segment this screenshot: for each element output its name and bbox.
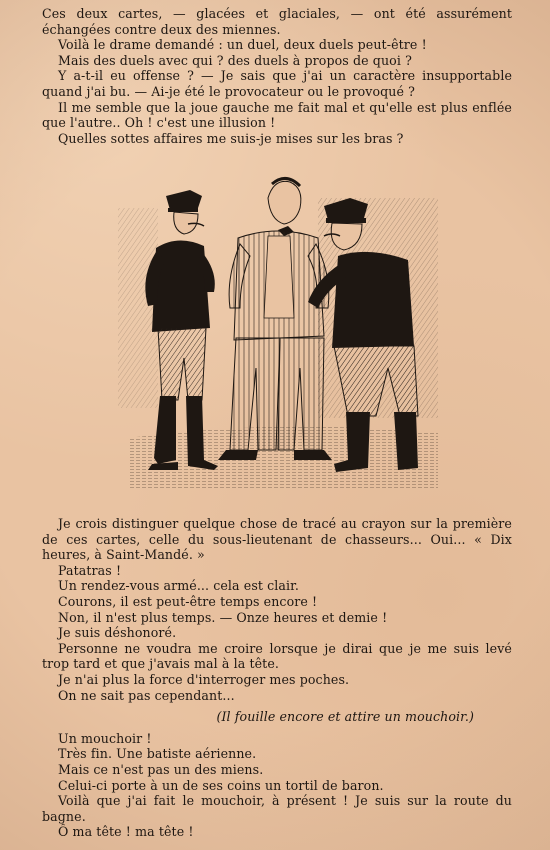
paragraph: Je suis déshonoré. xyxy=(58,625,177,641)
paragraph: Courons, il est peut-être temps encore ! xyxy=(58,593,318,609)
paragraph: Un rendez-vous armé... cela est clair. xyxy=(58,578,300,594)
civilian-man xyxy=(218,178,332,460)
paragraph: Mais des duels avec qui ? des duels à propos de quoi ? xyxy=(58,52,412,68)
engraving-illustration xyxy=(118,168,440,504)
bottom-text-block xyxy=(42,516,512,840)
paragraph: Patatras ! xyxy=(58,562,122,578)
paragraph: Quelles sottes affaires me suis-je mises sur les bras ? xyxy=(58,130,404,146)
paragraph: Mais ce n'est pas un des miens. xyxy=(58,761,264,777)
paragraph: On ne sait pas cependant... xyxy=(58,687,235,703)
paragraph: Il me semble que la joue gauche me fait mal et qu'elle est plus enflée que l'autre.. Oh ! c'est une illusion ! xyxy=(42,99,512,131)
paragraph: Je n'ai plus la force d'interroger mes poches. xyxy=(58,671,350,687)
paragraph: Y a-t-il eu offense ? — Je sais que j'ai un caractère insupportable quand j'ai bu. — Ai-je été le provocateur ou le provoqué ? xyxy=(42,68,512,99)
paragraph: Voilà que j'ai fait le mouchoir, à présent ! Je suis sur la route du bagne. xyxy=(42,793,512,824)
paragraph: Je crois distinguer quelque chose de tracé au crayon sur la première de ces cartes, celle du sous-lieutenant de chasseurs... Oui... « Dix heures, à Saint-Mandé. » xyxy=(42,516,512,563)
paragraph: Ces deux cartes, — glacées et glaciales, — ont été assurément échangées contre deux des miennes. xyxy=(42,6,512,37)
paragraph: Voilà le drame demandé : un duel, deux duels peut-être ! xyxy=(58,37,427,53)
paragraph: Non, il n'est plus temps. — Onze heures et demie ! xyxy=(58,609,388,625)
top-text-block xyxy=(42,6,512,146)
stage-direction: (Il fouille encore et attire un mouchoir.) xyxy=(216,709,474,725)
paragraph: Personne ne voudra me croire lorsque je dirai que je me suis levé trop tard et que j'avais mal à la tête. xyxy=(42,640,512,672)
paragraph: Très fin. Une batiste aérienne. xyxy=(58,746,257,762)
paragraph: Un mouchoir ! xyxy=(58,730,152,746)
paragraph: Ô ma tête ! ma tête ! xyxy=(58,824,194,840)
paragraph: Celui-ci porte à un de ses coins un tortil de baron. xyxy=(58,777,384,793)
